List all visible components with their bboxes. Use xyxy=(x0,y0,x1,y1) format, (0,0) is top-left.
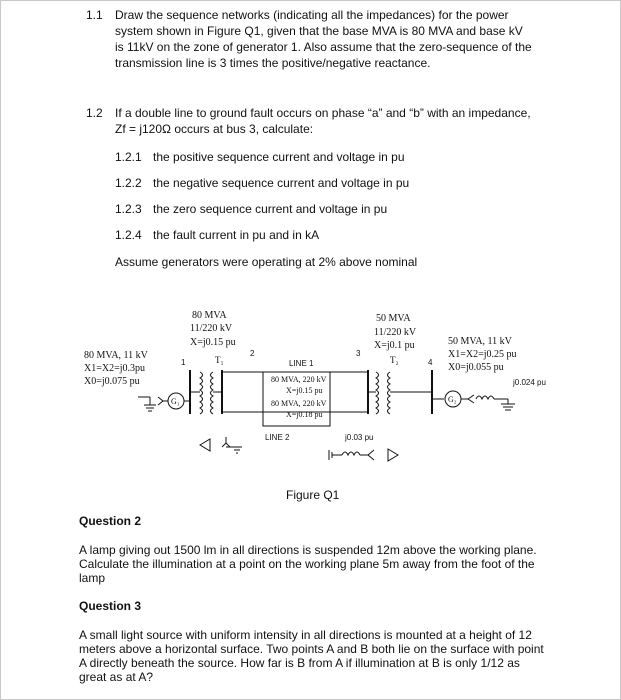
g1-rating-3: X0=j0.075 pu xyxy=(84,376,140,387)
q11-line-4: transmission line is 3 times the positive/negative reactance. xyxy=(115,56,431,70)
q12-sub-1-num: 1.2.1 xyxy=(115,150,142,164)
q12-sub-1-text: the positive sequence current and voltage in pu xyxy=(153,150,405,164)
g2-ground-impedance: j0.024 pu xyxy=(513,378,546,387)
line2-rating: 80 MVA, 220 kV xyxy=(271,399,327,408)
q3-title: Question 3 xyxy=(79,599,142,613)
g2-rating-3: X0=j0.055 pu xyxy=(448,362,504,373)
line2-reactance: X=j0.18 pu xyxy=(286,410,323,419)
line1-rating: 80 MVA, 220 kV xyxy=(271,375,327,384)
q12-line-2: Zf = j120Ω occurs at bus 3, calculate: xyxy=(115,122,314,136)
g2-rating-1: 50 MVA, 11 kV xyxy=(448,336,512,347)
q11-line-1: Draw the sequence networks (indicating all the impedances) for the power xyxy=(115,8,509,22)
q12-sub-2-num: 1.2.2 xyxy=(115,176,142,190)
q11-line-2: system shown in Figure Q1, given that the base MVA is 80 MVA and base kV xyxy=(115,24,523,38)
q2-text: A lamp giving out 1500 lm in all directions is suspended 12m above the working plane. Calculate the illumination at a point on the working plane 5m away from the foot of the lamp xyxy=(79,543,537,585)
g1-symbol-label: G₁ xyxy=(171,397,180,406)
q12-sub-4-num: 1.2.4 xyxy=(115,228,142,242)
bus-2-label: 2 xyxy=(250,349,255,358)
q12-sub-2-text: the negative sequence current and voltage in pu xyxy=(153,176,410,190)
q11-line-3: is 11kV on the zone of generator 1. Also assume that the zero-sequence of the xyxy=(115,40,532,54)
t1-rating-1: 80 MVA xyxy=(192,310,227,321)
g2-rating-2: X1=X2=j0.25 pu xyxy=(448,349,517,360)
figure-q1-diagram xyxy=(0,300,621,500)
t2-ground-impedance: j0.03 pu xyxy=(345,433,374,442)
q2-title: Question 2 xyxy=(79,514,142,528)
g1-rating-1: 80 MVA, 11 kV xyxy=(84,350,148,361)
g2-symbol-label: G₂ xyxy=(448,395,457,404)
t2-label: T₂ xyxy=(390,355,399,365)
line1-reactance: X=j0.15 pu xyxy=(286,386,323,395)
q12-assumption: Assume generators were operating at 2% above nominal xyxy=(115,255,418,269)
t1-rating-2: 11/220 kV xyxy=(190,323,233,334)
bus-4-label: 4 xyxy=(428,358,433,367)
t2-rating-3: X=j0.1 pu xyxy=(374,340,415,351)
q11-number: 1.1 xyxy=(86,8,103,22)
q12-line-1: If a double line to ground fault occurs on phase “a” and “b” with an impedance, xyxy=(115,106,531,120)
bus-1-label: 1 xyxy=(181,358,186,367)
q12-sub-3-num: 1.2.3 xyxy=(115,202,142,216)
g1-rating-2: X1=X2=j0.3pu xyxy=(84,363,146,374)
line1-label: LINE 1 xyxy=(289,359,314,368)
q12-sub-3-text: the zero sequence current and voltage in pu xyxy=(153,202,388,216)
t2-rating-1: 50 MVA xyxy=(376,313,411,324)
t1-rating-3: X=j0.15 pu xyxy=(190,337,236,348)
q12-sub-4-text: the fault current in pu and in kA xyxy=(153,228,320,242)
t2-rating-2: 11/220 kV xyxy=(374,327,417,338)
t1-label: T₁ xyxy=(215,355,224,365)
figure-caption: Figure Q1 xyxy=(286,488,340,502)
q12-number: 1.2 xyxy=(86,106,103,120)
line2-label: LINE 2 xyxy=(265,433,290,442)
q3-text: A small light source with uniform intensity in all directions is mounted at a height of 12 meters above a horizontal surface. Two points A and B both lie on the surface with point A directly beneath the source. How far is B from A if illumination at B is only 1/12 as great as at A? xyxy=(79,628,544,684)
bus-3-label: 3 xyxy=(356,349,361,358)
